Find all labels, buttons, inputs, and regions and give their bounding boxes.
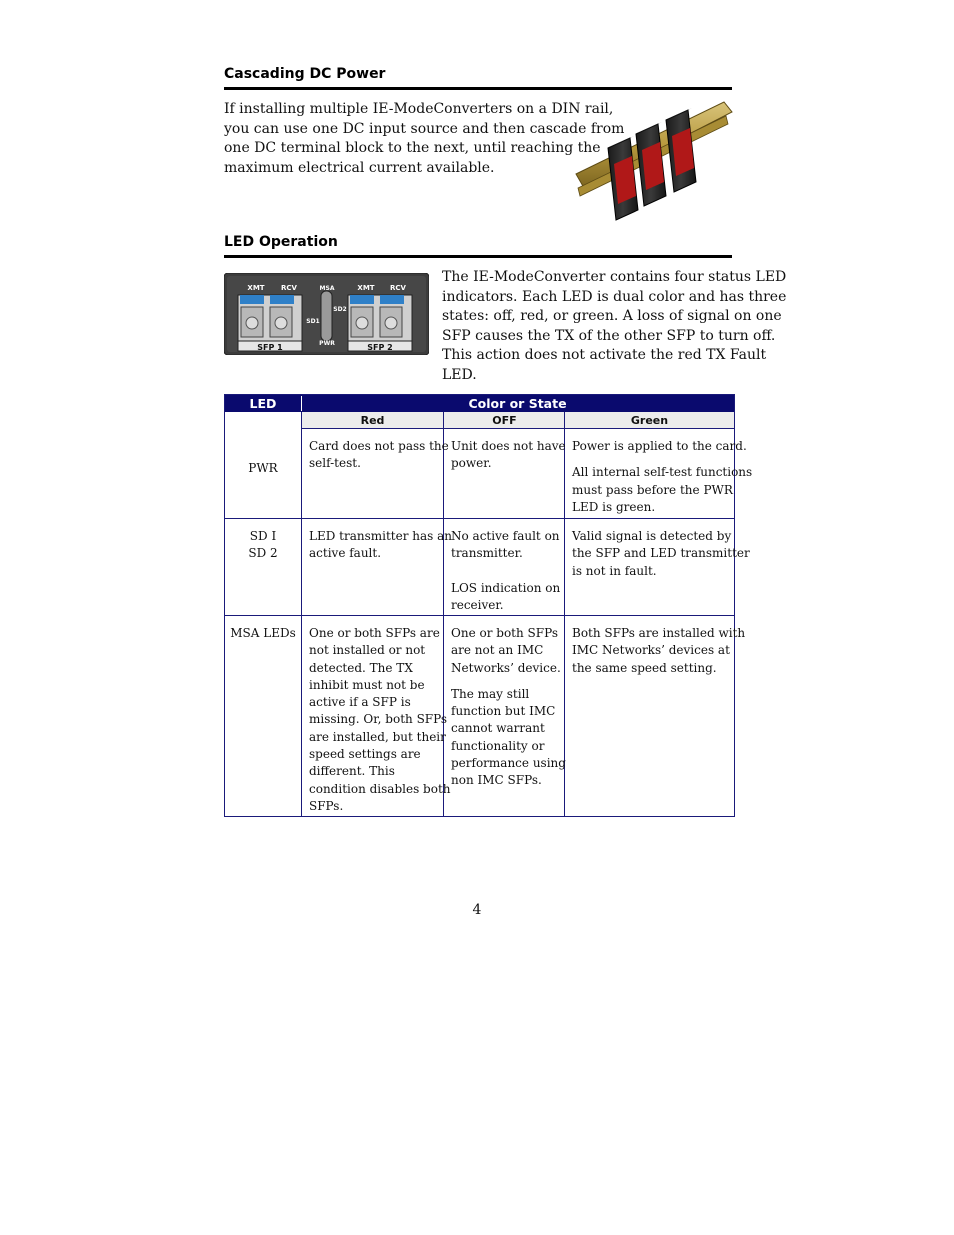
led-name-pwr: PWR xyxy=(248,461,278,475)
led-paragraph: The IE-ModeConverter contains four status LED indicators. Each LED is dual color and has three states: off, red, or green. A loss of signal on one SFP causes the TX of the other SFP to turn off. This action does not activate the red TX Fault LED. xyxy=(442,269,787,383)
table-cell-msa-green: Both SFPs are installed with IMC Networks’ devices at the same speed setting. xyxy=(572,626,746,675)
led-name-msa: MSA LEDs xyxy=(230,626,296,640)
page-number: 4 xyxy=(472,902,482,918)
label-rcv-1: RCV xyxy=(281,284,297,292)
led-name-sd: SD I SD 2 xyxy=(248,529,278,560)
col-header-green: Green xyxy=(565,412,734,429)
section-title-cascading: Cascading DC Power xyxy=(224,66,386,82)
table-cell-msa-red: One or both SFPs are not installed or not detected. The TX inhibit must not be active if a SFP is missing. Or, both SFPs are installed, but their speed settings are different. This condition disables both SFPs. xyxy=(309,626,451,813)
table-cell-sd-green: Valid signal is detected by the SFP and LED transmitter is not in fault. xyxy=(572,529,750,578)
table-cell-sd-off: No active fault on transmitter. LOS indication on receiver. xyxy=(451,529,561,613)
table-cell-pwr-green: Power is applied to the card. All internal self-test functions must pass before the PWR LED is green. xyxy=(572,439,753,514)
section-rule xyxy=(224,87,732,90)
column-divider xyxy=(301,412,302,816)
row-divider xyxy=(225,615,734,616)
led-state-table xyxy=(224,394,753,817)
label-sd1: SD1 xyxy=(306,318,320,325)
header-led: LED xyxy=(225,395,301,412)
table-cell-msa-off: One or both SFPs are not an IMC Networks’ device. The may still function but IMC cannot warrant functionality or performance using non IMC SFPs. xyxy=(451,626,566,788)
col-header-off: OFF xyxy=(444,412,565,429)
label-pwr: PWR xyxy=(319,340,335,347)
header-divider xyxy=(301,396,302,411)
label-msa: MSA xyxy=(319,285,335,292)
table-cell-sd-red: LED transmitter has an active fault. xyxy=(309,529,453,561)
label-xmt-1: XMT xyxy=(247,284,265,292)
label-xmt-2: XMT xyxy=(357,284,375,292)
din-rail-converters-image xyxy=(574,96,734,222)
led-panel-image xyxy=(224,273,429,355)
table-cell-pwr-off: Unit does not have power. xyxy=(451,439,566,471)
section-rule xyxy=(224,255,732,258)
label-sfp-2: SFP 2 xyxy=(367,343,393,352)
section-title-led: LED Operation xyxy=(224,234,338,250)
label-sfp-1: SFP 1 xyxy=(257,343,283,352)
table-cell-pwr-red: Card does not pass the self-test. xyxy=(309,439,449,471)
label-rcv-2: RCV xyxy=(390,284,406,292)
header-color-or-state: Color or State xyxy=(301,395,734,412)
row-divider xyxy=(225,518,734,519)
cascading-paragraph: If installing multiple IE-ModeConverters on a DIN rail, you can use one DC input source and then cascade from one DC terminal block to the next, until reaching the maximum electrical current available. xyxy=(224,101,625,176)
col-header-red: Red xyxy=(301,412,444,429)
label-sd2: SD2 xyxy=(333,306,347,313)
